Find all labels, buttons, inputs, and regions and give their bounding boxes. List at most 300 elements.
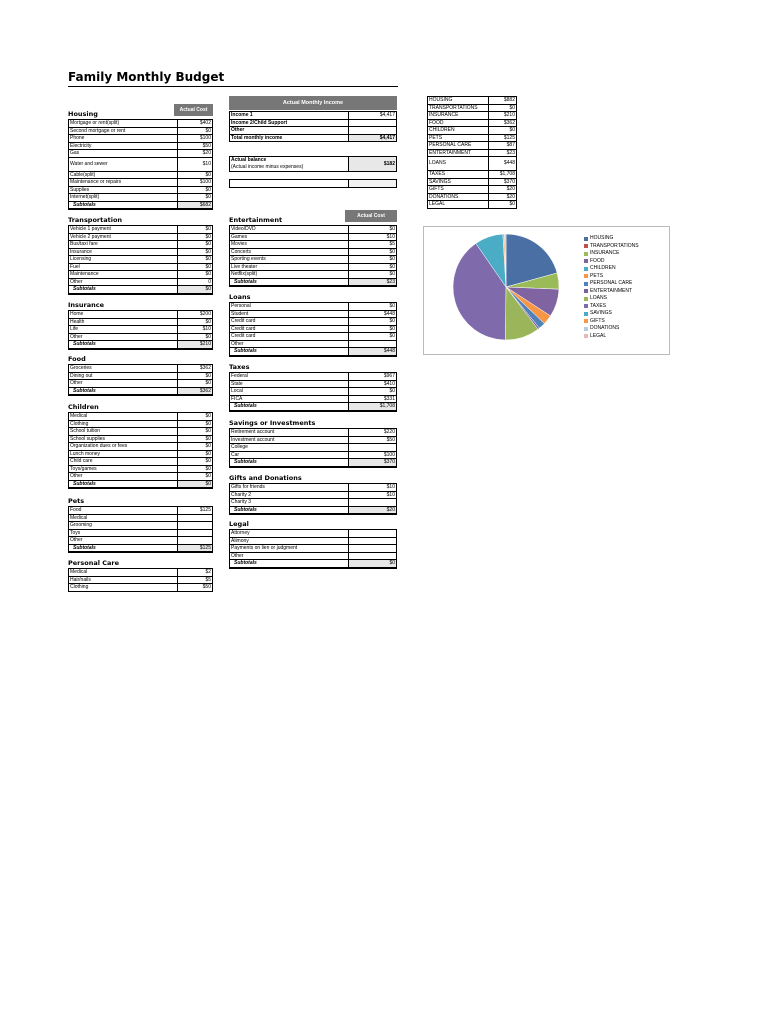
section-title: Children — [68, 403, 99, 411]
row-amount[interactable]: $0 — [349, 325, 397, 333]
row-amount[interactable]: $0 — [178, 256, 213, 264]
table-row — [230, 537, 397, 545]
subtotal-row — [69, 544, 213, 552]
income-amount[interactable] — [349, 127, 397, 135]
summary-row — [428, 171, 517, 179]
section-title: Legal — [229, 520, 249, 528]
row-label: Maintenance — [69, 271, 178, 279]
row-amount[interactable]: $0 — [349, 303, 397, 311]
table-row — [230, 380, 397, 388]
row-label: Internet(split) — [69, 194, 178, 202]
subtotal-row — [230, 278, 397, 286]
table-row — [69, 522, 213, 530]
row-label: Medical — [69, 569, 178, 577]
table-row — [69, 171, 213, 179]
summary-row — [428, 127, 517, 135]
row-label: Other — [69, 333, 178, 341]
income-amount[interactable]: $4,417 — [349, 134, 397, 142]
table-row — [69, 278, 213, 286]
row-amount[interactable]: $0 — [349, 333, 397, 341]
row-amount[interactable]: $50 — [178, 584, 213, 592]
table-row — [230, 340, 397, 348]
summary-row — [428, 193, 517, 201]
subtotal-row — [69, 480, 213, 488]
summary-amount: $125 — [489, 134, 517, 142]
table-row — [230, 226, 397, 234]
summary-amount: $87 — [489, 142, 517, 150]
table-row — [69, 248, 213, 256]
row-amount[interactable]: $0 — [178, 233, 213, 241]
row-label: College — [230, 444, 349, 452]
row-label: Credit card — [230, 325, 349, 333]
legend-label: TAXES — [590, 302, 607, 309]
row-label: Second mortgage or rent — [69, 127, 178, 135]
legend-swatch — [584, 319, 588, 323]
actual-cost-header: Actual Cost — [345, 210, 397, 222]
row-label: Charity 3 — [230, 499, 349, 507]
row-label: Toys/games — [69, 465, 178, 473]
legend-swatch — [584, 274, 588, 278]
balance-cell — [230, 157, 349, 172]
row-amount[interactable]: $0 — [349, 318, 397, 326]
summary-amount: $0 — [489, 104, 517, 112]
row-label: Alimony — [230, 537, 349, 545]
subtotal-amount: $1,708 — [349, 403, 397, 411]
row-label: Clothing — [69, 584, 178, 592]
legend-item — [584, 310, 639, 318]
row-label: Gas — [69, 150, 178, 158]
pets-table — [68, 506, 213, 553]
row-amount[interactable]: $362 — [178, 365, 213, 373]
row-amount[interactable]: $331 — [349, 395, 397, 403]
legend-swatch — [584, 244, 588, 248]
row-amount[interactable]: $0 — [178, 465, 213, 473]
legend-swatch — [584, 304, 588, 308]
row-amount[interactable]: $0 — [349, 248, 397, 256]
legend-label: PERSONAL CARE — [590, 280, 633, 286]
row-amount[interactable]: $0 — [178, 226, 213, 234]
section-title: Gifts and Donations — [229, 474, 302, 482]
row-amount[interactable]: $100 — [349, 451, 397, 459]
row-label: Electricity — [69, 142, 178, 150]
subtotal-row — [230, 459, 397, 467]
income-amount[interactable] — [349, 119, 397, 127]
row-label: Fuel — [69, 263, 178, 271]
row-amount[interactable] — [178, 514, 213, 522]
subtotal-label: Subtotals — [230, 278, 349, 286]
legend-label: DONATIONS — [590, 325, 620, 331]
table-row — [230, 233, 397, 241]
table-row — [69, 142, 213, 150]
row-amount[interactable]: $0 — [178, 171, 213, 179]
row-amount[interactable]: $5 — [178, 576, 213, 584]
summary-amount: $0 — [489, 201, 517, 209]
summary-label: FOOD — [428, 119, 489, 127]
row-amount[interactable]: $0 — [178, 380, 213, 388]
pets-section — [68, 497, 213, 553]
summary-row — [428, 186, 517, 194]
summary-label: PERSONAL CARE — [428, 142, 489, 150]
table-row — [230, 263, 397, 271]
legend-swatch — [584, 334, 588, 338]
taxes-section — [229, 363, 397, 412]
table-row — [230, 395, 397, 403]
row-amount[interactable] — [349, 545, 397, 553]
legend-label: FOOD — [590, 257, 605, 264]
row-label: Games — [230, 233, 349, 241]
table-row — [69, 179, 213, 187]
gifts-section — [229, 474, 397, 515]
row-label: Netflix(split) — [230, 271, 349, 279]
summary-row — [428, 157, 517, 171]
row-label: Video/DVD — [230, 226, 349, 234]
legend-swatch — [584, 267, 588, 271]
summary-label: HOUSING — [428, 97, 489, 105]
page-title: Family Monthly Budget — [68, 70, 225, 84]
row-amount[interactable] — [349, 444, 397, 452]
row-amount[interactable]: $0 — [178, 194, 213, 202]
row-amount[interactable] — [178, 529, 213, 537]
blank-cell[interactable] — [349, 180, 397, 188]
row-amount[interactable]: $50 — [349, 436, 397, 444]
income-table — [229, 111, 397, 142]
income-amount[interactable]: $4,417 — [349, 112, 397, 120]
row-label: Vehicle 2 payment — [69, 233, 178, 241]
section-title: Housing — [68, 110, 98, 118]
legend-label: CHILDREN — [590, 265, 616, 271]
table-row — [69, 120, 213, 128]
table-row — [230, 248, 397, 256]
income-row — [230, 119, 397, 127]
legend-item — [584, 265, 639, 273]
row-amount[interactable]: $0 — [178, 413, 213, 421]
summary-row — [428, 201, 517, 209]
section-title: Transportation — [68, 216, 123, 224]
summary-label: TRANSPORTATIONS — [428, 104, 489, 112]
legend-item — [584, 333, 639, 341]
summary-label: ENTERTAINMENT — [428, 149, 489, 157]
table-row — [69, 365, 213, 373]
row-label: Other — [69, 278, 178, 286]
savings-table — [229, 428, 397, 468]
row-amount[interactable]: $2 — [178, 569, 213, 577]
legal-table — [229, 529, 397, 569]
actual-cost-header: Actual Cost — [174, 104, 213, 116]
row-amount[interactable]: $100 — [178, 179, 213, 187]
row-label: Phone — [69, 135, 178, 143]
row-label: Supplies — [69, 186, 178, 194]
table-row — [230, 484, 397, 492]
summary-amount: $20 — [489, 186, 517, 194]
taxes-table — [229, 372, 397, 412]
summary-label: PETS — [428, 134, 489, 142]
legend-swatch — [584, 252, 588, 256]
row-amount[interactable]: $20 — [178, 150, 213, 158]
row-amount[interactable]: $200 — [178, 311, 213, 319]
blank-row — [229, 179, 397, 188]
housing-table — [68, 119, 213, 210]
table-row — [69, 380, 213, 388]
row-amount[interactable]: $0 — [349, 263, 397, 271]
row-amount[interactable] — [178, 522, 213, 530]
legend-swatch — [584, 282, 588, 286]
row-label: Concerts — [230, 248, 349, 256]
row-label: Hair/nails — [69, 576, 178, 584]
table-row — [69, 271, 213, 279]
subtotal-amount: $0 — [349, 560, 397, 568]
personal-care-section — [68, 559, 213, 592]
legend-swatch — [584, 289, 588, 293]
row-amount[interactable]: $0 — [178, 248, 213, 256]
food-section — [68, 355, 213, 396]
row-label: Payments on lien or judgment — [230, 545, 349, 553]
row-amount[interactable] — [178, 537, 213, 545]
row-amount[interactable]: $50 — [178, 142, 213, 150]
summary-amount: $370 — [489, 178, 517, 186]
legend-label: LEGAL — [590, 332, 607, 339]
legend-item — [584, 325, 639, 333]
subtotal-label: Subtotals — [230, 348, 349, 356]
row-label: Bus/taxi fare — [69, 241, 178, 249]
row-amount[interactable]: $10 — [349, 233, 397, 241]
row-amount[interactable]: $220 — [349, 429, 397, 437]
row-amount[interactable]: 0 — [178, 278, 213, 286]
summary-amount: $210 — [489, 112, 517, 120]
summary-label: SAVINGS — [428, 178, 489, 186]
subtotal-amount: $23 — [349, 278, 397, 286]
row-label: Student — [230, 310, 349, 318]
summary-label: INSURANCE — [428, 112, 489, 120]
row-label: Other — [230, 552, 349, 560]
legal-section — [229, 520, 397, 569]
table-row — [69, 413, 213, 421]
subtotal-row — [230, 348, 397, 356]
row-label: Grooming — [69, 522, 178, 530]
row-label: Toys — [69, 529, 178, 537]
table-row — [230, 388, 397, 396]
legend-swatch — [584, 312, 588, 316]
row-amount[interactable]: $100 — [178, 135, 213, 143]
table-row — [230, 451, 397, 459]
row-amount[interactable]: $0 — [178, 263, 213, 271]
blank-cell[interactable] — [230, 180, 349, 188]
legend-swatch — [584, 259, 588, 263]
transportation-table — [68, 225, 213, 295]
subtotal-label: Subtotals — [69, 201, 178, 209]
table-row — [69, 420, 213, 428]
legend-label: HOUSING — [590, 235, 614, 241]
subtotal-row — [69, 387, 213, 395]
row-label: Federal — [230, 373, 349, 381]
subtotal-amount: $20 — [349, 506, 397, 514]
table-row — [69, 263, 213, 271]
table-row — [69, 450, 213, 458]
summary-amount: $448 — [489, 157, 517, 171]
summary-table — [427, 96, 517, 209]
row-label: Live theater — [230, 263, 349, 271]
children-section — [68, 403, 213, 489]
row-amount[interactable]: $10 — [349, 484, 397, 492]
row-label: Health — [69, 318, 178, 326]
summary-amount: $362 — [489, 119, 517, 127]
table-row — [69, 326, 213, 334]
row-amount[interactable]: $0 — [178, 450, 213, 458]
title-divider — [68, 86, 398, 87]
row-amount[interactable]: $0 — [349, 271, 397, 279]
summary-label: DONATIONS — [428, 193, 489, 201]
legend-swatch — [584, 327, 588, 331]
summary-row — [428, 97, 517, 105]
row-amount[interactable]: $410 — [349, 380, 397, 388]
row-label: Clothing — [69, 420, 178, 428]
row-label: Maintenance or repairs — [69, 179, 178, 187]
row-amount[interactable]: $0 — [349, 226, 397, 234]
summary-label: LOANS — [428, 157, 489, 171]
transportation-section — [68, 216, 213, 295]
legend-label: LOANS — [590, 295, 607, 301]
row-label: Medical — [69, 514, 178, 522]
row-amount[interactable]: $5 — [349, 241, 397, 249]
row-label: Groceries — [69, 365, 178, 373]
row-amount[interactable]: $0 — [178, 241, 213, 249]
row-amount[interactable]: $0 — [178, 333, 213, 341]
table-row — [69, 150, 213, 158]
row-amount[interactable] — [349, 530, 397, 538]
row-label: Licensing — [69, 256, 178, 264]
summary-label: LEGAL — [428, 201, 489, 209]
subtotal-row — [69, 286, 213, 294]
row-amount[interactable]: $0 — [178, 271, 213, 279]
legend-item — [584, 250, 639, 258]
table-row — [69, 428, 213, 436]
summary-row — [428, 119, 517, 127]
income-label: Income 1 — [230, 112, 349, 120]
table-row — [69, 435, 213, 443]
row-label: Mortgage or rent(split) — [69, 120, 178, 128]
legend-item — [584, 243, 639, 251]
row-amount[interactable]: $0 — [178, 420, 213, 428]
summary-amount: $0 — [489, 127, 517, 135]
loans-section — [229, 293, 397, 357]
row-amount[interactable]: $0 — [178, 473, 213, 481]
row-amount[interactable]: $0 — [349, 256, 397, 264]
summary-amount: $20 — [489, 193, 517, 201]
row-amount[interactable]: $10 — [349, 491, 397, 499]
table-row — [230, 271, 397, 279]
subtotal-label: Subtotals — [69, 341, 178, 349]
row-label: Sporting events — [230, 256, 349, 264]
legend-label: SAVINGS — [590, 310, 612, 316]
income-header: Actual Monthly Income — [229, 96, 397, 110]
table-row — [230, 444, 397, 452]
section-title: Taxes — [229, 363, 250, 371]
legend-label: GIFTS — [590, 317, 605, 324]
row-amount[interactable]: $402 — [178, 120, 213, 128]
row-amount[interactable]: $0 — [178, 435, 213, 443]
table-row — [230, 499, 397, 507]
row-amount[interactable] — [349, 499, 397, 507]
legend-swatch — [584, 297, 588, 301]
table-row — [69, 443, 213, 451]
row-label: State — [230, 380, 349, 388]
subtotal-amount: $0 — [178, 286, 213, 294]
insurance-section — [68, 301, 213, 350]
row-amount[interactable] — [349, 552, 397, 560]
table-row — [69, 233, 213, 241]
income-row — [230, 134, 397, 142]
row-amount[interactable]: $448 — [349, 310, 397, 318]
summary-row — [428, 142, 517, 150]
row-label: Other — [69, 380, 178, 388]
balance-label: Actual balance — [231, 157, 267, 163]
legend-item — [584, 303, 639, 311]
entertainment-section — [229, 213, 397, 287]
row-amount[interactable]: $0 — [178, 318, 213, 326]
entertainment-table — [229, 225, 397, 287]
table-row — [230, 373, 397, 381]
row-label: School tuition — [69, 428, 178, 436]
table-row — [230, 552, 397, 560]
row-amount[interactable] — [349, 340, 397, 348]
table-row — [69, 186, 213, 194]
summary-row — [428, 134, 517, 142]
subtotal-row — [230, 403, 397, 411]
row-amount[interactable]: $0 — [349, 388, 397, 396]
income-label: Income 2/Child Support — [230, 119, 349, 127]
row-amount[interactable]: $0 — [178, 458, 213, 466]
row-amount[interactable]: $0 — [178, 186, 213, 194]
table-row — [230, 429, 397, 437]
summary-label: TAXES — [428, 171, 489, 179]
row-label: Medical — [69, 413, 178, 421]
row-label: Car — [230, 451, 349, 459]
section-title: Pets — [68, 497, 85, 505]
subtotal-row — [230, 506, 397, 514]
row-amount[interactable]: $0 — [178, 372, 213, 380]
table-row — [69, 226, 213, 234]
row-label: Other — [69, 473, 178, 481]
row-amount[interactable]: $125 — [178, 507, 213, 515]
subtotal-amount: $125 — [178, 544, 213, 552]
table-row — [230, 333, 397, 341]
row-amount[interactable] — [349, 537, 397, 545]
personal-care-table — [68, 568, 213, 592]
subtotal-row — [230, 560, 397, 568]
row-amount[interactable]: $0 — [178, 443, 213, 451]
row-label: Retirement account — [230, 429, 349, 437]
subtotal-label: Subtotals — [69, 286, 178, 294]
table-row — [69, 256, 213, 264]
table-row — [230, 303, 397, 311]
section-title: Insurance — [68, 301, 105, 309]
table-row — [69, 311, 213, 319]
row-amount[interactable]: $967 — [349, 373, 397, 381]
legend-item — [584, 258, 639, 266]
row-amount[interactable]: $0 — [178, 428, 213, 436]
row-amount[interactable]: $10 — [178, 157, 213, 171]
subtotal-amount: $682 — [178, 201, 213, 209]
section-title: Food — [68, 355, 86, 363]
row-label: Food — [69, 507, 178, 515]
table-row — [230, 530, 397, 538]
subtotal-amount: $210 — [178, 341, 213, 349]
row-amount[interactable]: $10 — [178, 326, 213, 334]
row-label: Gifts for friends — [230, 484, 349, 492]
table-row — [69, 529, 213, 537]
row-amount[interactable]: $0 — [178, 127, 213, 135]
table-row — [69, 537, 213, 545]
balance-value[interactable]: $182 — [349, 157, 397, 172]
